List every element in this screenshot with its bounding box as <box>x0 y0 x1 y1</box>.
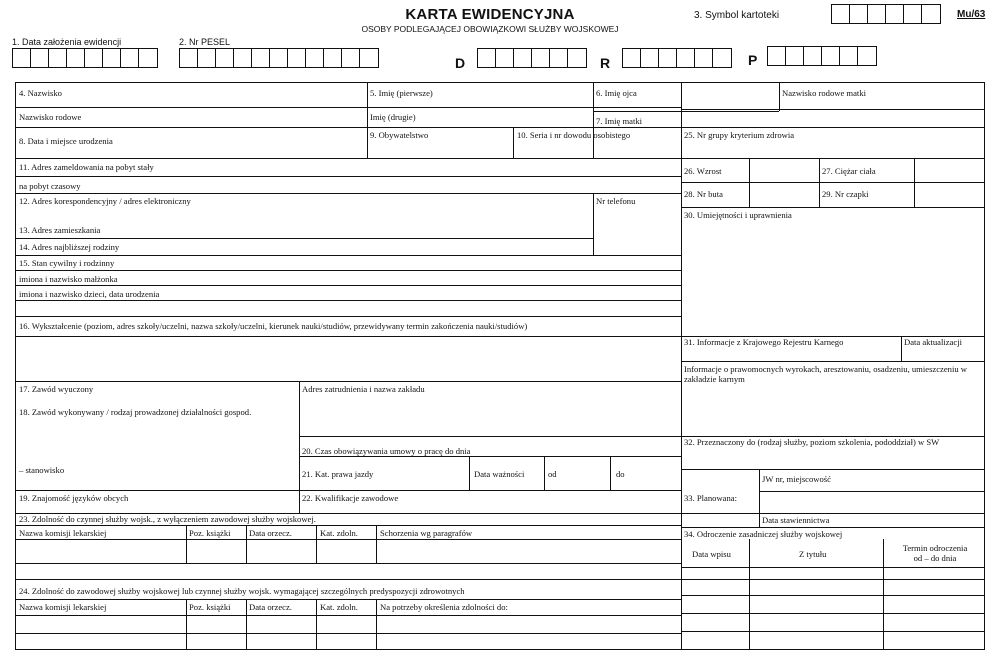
pesel-boxes[interactable] <box>179 48 379 68</box>
symbol-label: 3. Symbol kartoteki <box>694 10 780 21</box>
label-stanowisko: – stanowisko <box>19 465 65 475</box>
label-kryterium: 25. Nr grupy kryterium zdrowia <box>684 130 795 140</box>
label-imie-ojca: 6. Imię ojca <box>596 88 637 98</box>
label-nr-buta: 28. Nr buta <box>684 189 723 199</box>
label-data-akt: Data aktualizacji <box>904 337 962 347</box>
r-letter: R <box>600 55 611 71</box>
form-code: Mu/63 <box>957 9 986 20</box>
label-wzrost: 26. Wzrost <box>684 166 722 176</box>
label-adres-zam: 13. Adres zamieszkania <box>19 225 101 235</box>
label-termin2: od – do dnia <box>913 553 957 563</box>
label-z-tytulu: Z tytułu <box>799 549 827 559</box>
label-do: do <box>616 469 625 479</box>
label-krk: 31. Informacje z Krajowego Rejestru Karnego <box>684 337 844 347</box>
label-umiejetnosci: 30. Umiejętności i uprawnienia <box>684 210 792 220</box>
label-nazwa-komisji: Nazwa komisji lekarskiej <box>19 528 107 538</box>
label-wyroki: Informacje o prawomocnych wyrokach, aresztowaniu, osadzeniu, umieszczeniu w zakładzie karnym <box>684 364 968 384</box>
label-poz-ksiazki-2: Poz. książki <box>189 602 231 612</box>
label-nr-tel: Nr telefonu <box>596 196 636 206</box>
label-data-orzecz: Data orzecz. <box>249 528 292 538</box>
p-boxes[interactable] <box>767 46 877 66</box>
label-adres-kor: 12. Adres korespondencyjny / adres elektroniczny <box>19 196 191 206</box>
form-subtitle: OSOBY PODLEGAJĄCEJ OBOWIĄZKOWI SŁUŻBY WOJSKOWEJ <box>361 24 619 34</box>
r-boxes[interactable] <box>622 48 732 68</box>
label-zawod-wyk: 18. Zawód wykonywany / rodzaj prowadzonej działalności gospod. <box>19 407 252 417</box>
date-boxes[interactable] <box>12 48 158 68</box>
pesel-label: 2. Nr PESEL <box>179 37 231 47</box>
label-planowana: 33. Planowana: <box>684 493 737 503</box>
label-prawo-jazdy: 21. Kat. prawa jazdy <box>302 469 374 479</box>
label-kat-zdoln: Kat. zdoln. <box>320 528 358 538</box>
label-data-waznosci: Data ważności <box>474 469 525 479</box>
label-jezyki: 19. Znajomość języków obcych <box>19 493 129 503</box>
label-przeznaczony: 32. Przeznaczony do (rodzaj służby, poziom szkolenia, pododdział) w SW <box>684 437 940 447</box>
label-potrzeby: Na potrzeby określenia zdolności do: <box>380 602 508 612</box>
label-poz-ksiazki: Poz. książki <box>189 528 231 538</box>
label-imie-matki: 7. Imię matki <box>596 116 643 126</box>
label-adres-staly: 11. Adres zameldowania na pobyt stały <box>19 162 154 172</box>
form-title: KARTA EWIDENCYJNA <box>405 6 575 23</box>
label-nazw-rod-matki: Nazwisko rodowe matki <box>782 88 867 98</box>
label-termin1: Termin odroczenia <box>902 543 968 553</box>
label-obywatelstwo: 9. Obywatelstwo <box>370 130 429 140</box>
label-data-staw: Data stawiennictwa <box>762 515 830 525</box>
label-zdolnosc24: 24. Zdolność do zawodowej służby wojskowej lub czynnej służby wojsk. wymagającej szczególnych predyspozycji zdrowotnych <box>19 586 465 596</box>
label-imie1: 5. Imię (pierwsze) <box>370 88 433 98</box>
label-data-orzecz-2: Data orzecz. <box>249 602 292 612</box>
label-odroczenie: 34. Odroczenie zasadniczej służby wojskowej <box>684 529 843 539</box>
p-letter: P <box>748 52 758 68</box>
label-data-miejsce: 8. Data i miejsce urodzenia <box>19 136 113 146</box>
date-label: 1. Data założenia ewidencji <box>12 37 122 47</box>
label-kwalifikacje: 22. Kwalifikacje zawodowe <box>302 493 399 503</box>
label-imie2: Imię (drugie) <box>370 112 416 122</box>
label-ciezar: 27. Ciężar ciała <box>822 166 876 176</box>
label-stan-cywilny: 15. Stan cywilny i rodzinny <box>19 258 115 268</box>
label-schorzenia: Schorzenia wg paragrafów <box>380 528 473 538</box>
label-kat-zdoln-2: Kat. zdoln. <box>320 602 358 612</box>
label-adres-zatr: Adres zatrudnienia i nazwa zakładu <box>302 384 425 394</box>
label-zawod-wyuczony: 17. Zawód wyuczony <box>19 384 94 394</box>
symbol-boxes[interactable] <box>831 4 941 24</box>
label-nazw-rodowe: Nazwisko rodowe <box>19 112 82 122</box>
label-malzonek: imiona i nazwisko małżonka <box>19 274 118 284</box>
label-pobyt-czasowy: na pobyt czasowy <box>19 181 81 191</box>
form-grid <box>15 82 985 650</box>
d-letter: D <box>455 55 466 71</box>
label-jw: JW nr, miejscowość <box>762 474 831 484</box>
label-czas-umowy: 20. Czas obowiązywania umowy o pracę do dnia <box>302 446 471 456</box>
label-dzieci: imiona i nazwisko dzieci, data urodzenia <box>19 289 160 299</box>
label-nr-czapki: 29. Nr czapki <box>822 189 869 199</box>
label-nazwisko: 4. Nazwisko <box>19 88 62 98</box>
label-adres-rodziny: 14. Adres najbliższej rodziny <box>19 242 120 252</box>
d-boxes[interactable] <box>477 48 587 68</box>
label-data-wpisu: Data wpisu <box>692 549 731 559</box>
label-dowod: 10. Seria i nr dowodu osobistego <box>517 130 631 140</box>
label-zdolnosc23: 23. Zdolność do czynnej służby wojsk., z wyłączeniem zawodowej służby wojskowej. <box>19 514 316 524</box>
label-od: od <box>548 469 557 479</box>
label-nazwa-komisji-2: Nazwa komisji lekarskiej <box>19 602 107 612</box>
label-wyksztalcenie: 16. Wykształcenie (poziom, adres szkoły/uczelni, nazwa szkoły/uczelni, kierunek nauki/studiów, przewidywany termin zakończenia nauki/studiów) <box>19 321 528 331</box>
